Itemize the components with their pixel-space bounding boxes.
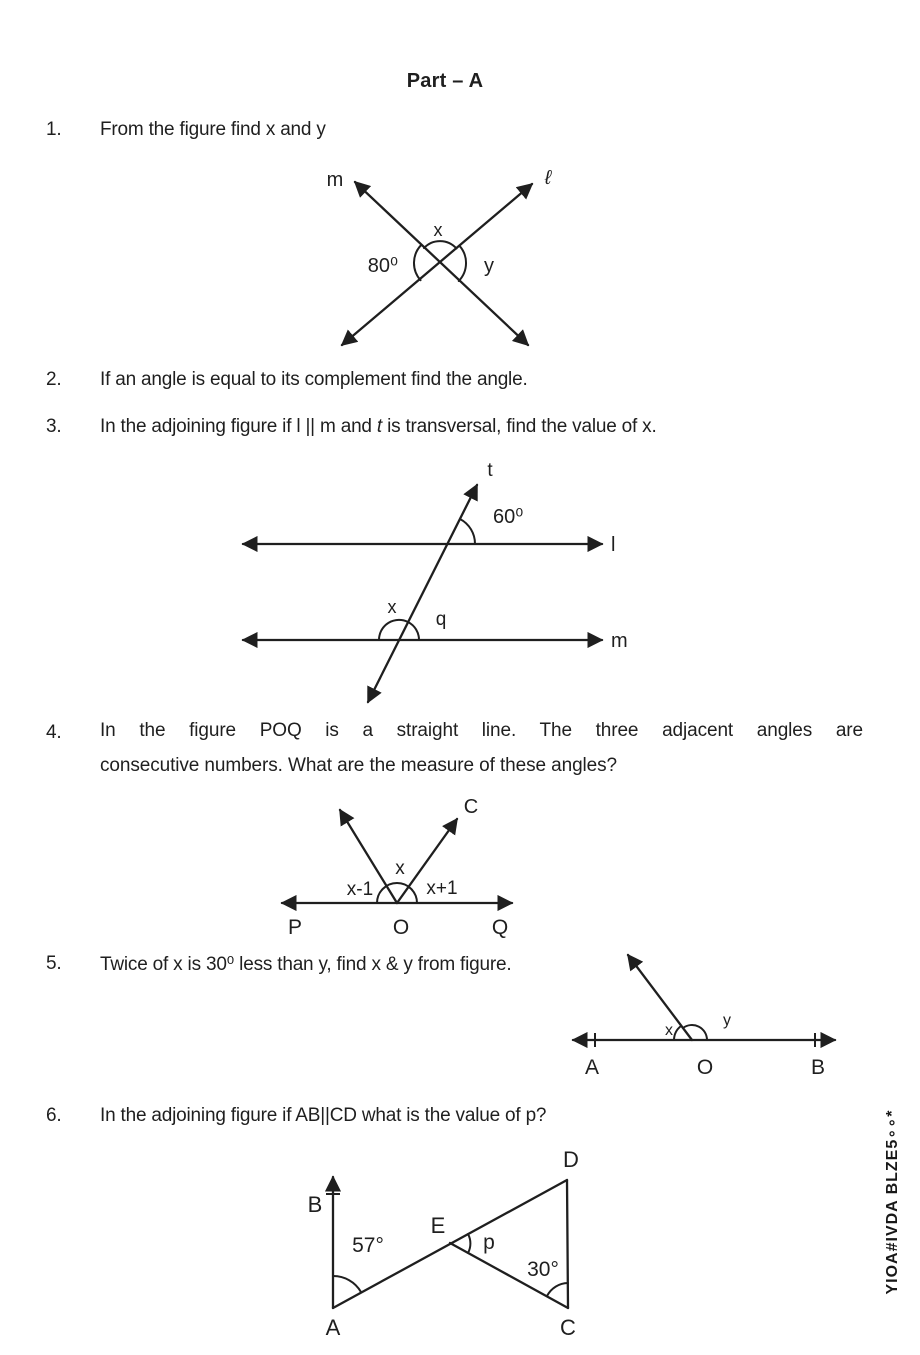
question-5-text: Twice of x is 30⁰ less than y, find x & y from figure.: [100, 954, 512, 975]
label-point-c: C: [463, 796, 479, 818]
angle-arc-x: [674, 1026, 681, 1040]
angle-arc-60: [460, 519, 475, 544]
figure-q4-straight-line-poq: [275, 793, 525, 943]
label-point-o: O: [392, 916, 410, 939]
question-3-text-post: is transversal, find the value of x.: [381, 416, 657, 437]
question-6-text: In the adjoining figure if AB||CD what is the value of p?: [100, 1105, 547, 1126]
label-point-b: B: [307, 1192, 323, 1217]
angle-label-57: 57°: [352, 1234, 384, 1257]
label-point-q: Q: [491, 916, 509, 939]
angle-arc-y: [459, 246, 466, 281]
question-4-line2: consecutive numbers. What are the measure of these angles?: [100, 755, 617, 776]
margin-watermark-text: YIOA#IVDA BLZE5∘∘*: [884, 1109, 901, 1295]
angle-label-x-plus-1: x+1: [426, 878, 458, 899]
angle-label-30: 30°: [527, 1258, 559, 1281]
label-point-e: E: [430, 1213, 446, 1238]
label-point-d: D: [563, 1147, 579, 1172]
angle-label-x: x: [395, 858, 405, 879]
page-title: Part – A: [406, 70, 484, 92]
angle-arc-x: [424, 241, 457, 248]
angle-label-q: q: [435, 609, 447, 630]
label-line-m: m: [326, 169, 344, 191]
label-line-m: m: [611, 630, 628, 652]
angle-arc-57: [333, 1276, 361, 1292]
question-3-text-pre: In the adjoining figure if l || m and: [100, 416, 377, 437]
question-6-number: 6.: [46, 1105, 62, 1126]
angle-label-80: 80⁰: [367, 255, 398, 277]
angle-arc-p: [468, 1234, 470, 1253]
label-point-a: A: [584, 1056, 600, 1079]
angle-label-p: p: [483, 1231, 495, 1254]
label-point-b: B: [810, 1056, 826, 1079]
question-3-text: [100, 416, 657, 438]
label-point-o: O: [696, 1056, 714, 1079]
label-line-t: t: [487, 460, 493, 481]
angle-label-x-minus-1: x-1: [346, 879, 374, 900]
label-point-p: P: [287, 916, 303, 939]
angle-arc-30: [547, 1283, 568, 1296]
figure-q6-ab-parallel-cd: [290, 1145, 602, 1352]
figure-q1-crossing-lines: [285, 162, 635, 362]
question-1-number: 1.: [46, 119, 62, 140]
angle-arc-80: [414, 245, 421, 280]
figure-q3-transversal: [235, 460, 635, 712]
question-3-text-italic-t: t: [376, 416, 382, 437]
angle-arc-q: [408, 622, 419, 640]
question-1-text: From the figure find x and y: [100, 119, 326, 140]
question-2-number: 2.: [46, 369, 62, 390]
angle-arc-semicircle: [377, 883, 417, 903]
label-point-a: A: [325, 1315, 341, 1340]
label-point-c: C: [560, 1315, 576, 1340]
label-line-l: l: [611, 534, 616, 556]
angle-label-y: y: [723, 1012, 731, 1029]
question-4-line1: In the figure POQ is a straight line. The three adjacent angles are: [100, 720, 863, 741]
angle-label-x: x: [433, 220, 443, 240]
line-t-transversal: [368, 485, 477, 702]
question-4-number: 4.: [46, 722, 62, 743]
label-line-ell: ℓ: [544, 167, 552, 189]
angle-label-60: 60⁰: [493, 506, 524, 528]
question-3-number: 3.: [46, 416, 62, 437]
question-2-text: If an angle is equal to its complement find the angle.: [100, 369, 528, 390]
line-dc: [567, 1180, 568, 1308]
question-5-number: 5.: [46, 953, 62, 974]
angle-label-x: x: [387, 597, 397, 617]
question-4-text: [100, 720, 863, 777]
angle-label-x: x: [665, 1022, 673, 1039]
angle-label-y: y: [484, 255, 494, 277]
figure-q5-line-aob: [555, 948, 855, 1080]
